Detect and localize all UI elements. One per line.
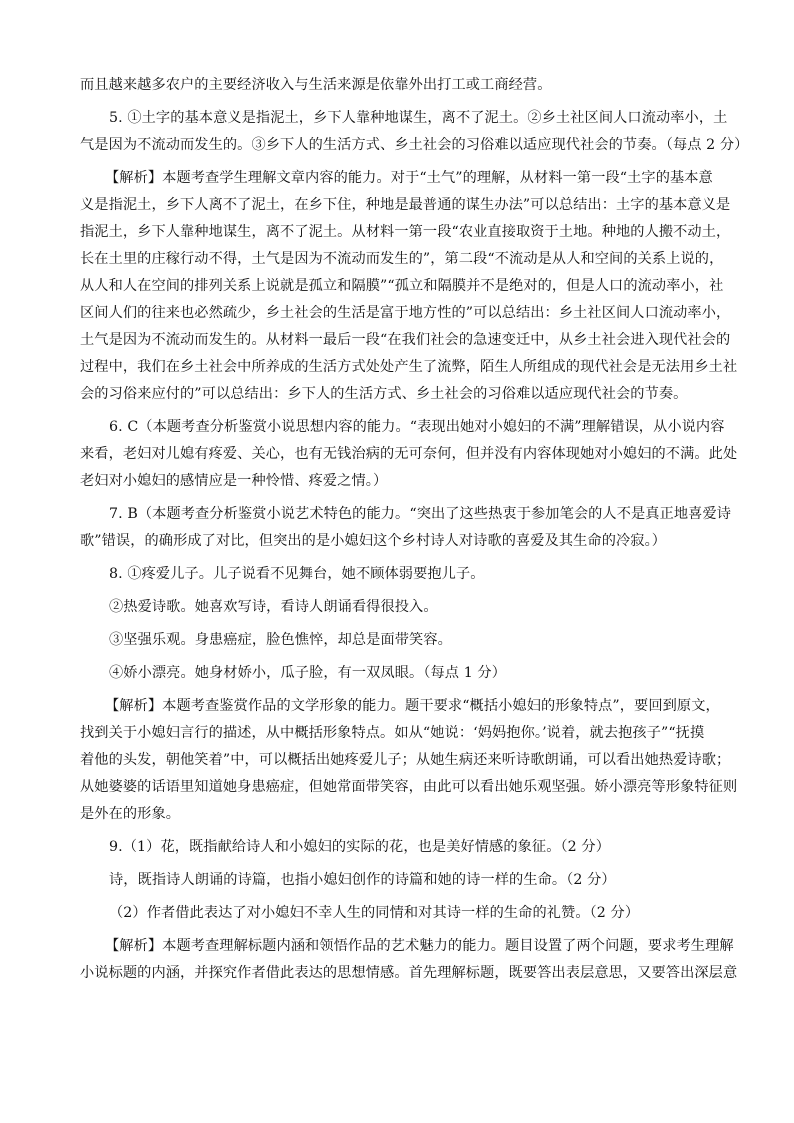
text-line: 来看，老妇对儿媳有疼爱、关心，也有无钱治病的无可奈何，但并没有内容体现她对小媳妇的不满。此处 [80, 446, 738, 462]
text-line: 6. C（本题考查分析鉴赏小说思想内容的能力。“表现出她对小媳妇的不满”理解错误，从小说内容 [109, 419, 725, 435]
text-line: 指泥土，乡下人靠种地谋生，离不了泥土。从材料一第一段“农业直接取资于土地。种地的人搬不动土， [80, 224, 731, 240]
answer-text-body [80, 72, 749, 987]
text-line: 【解析】本题考查理解标题内涵和领悟作品的艺术魅力的能力。题目设置了两个问题，要求考生理解 [105, 938, 734, 954]
text-line: 从她婆婆的话语里知道她身患癌症，但她常面带笑容，由此可以看出她乐观坚强。娇小漂亮等形象特征则 [80, 779, 738, 795]
text-line: 歌”错误，的确形成了对比，但突出的是小媳妇这个乡村诗人对诗歌的喜爱及其生命的冷寂。） [80, 533, 667, 549]
text-line: 而且越来越多农户的主要经济收入与生活来源是依靠外出打工或工商经营。 [80, 77, 552, 93]
text-line: 从人和人在空间的排列关系上说就是孤立和隔膜”“孤立和隔膜并不是绝对的，但是人口的流动率小，社 [80, 278, 724, 294]
text-line: 义是指泥土，乡下人离不了泥土，在乡下住，种地是最普通的谋生办法”可以总结出：土字的基本意义是 [80, 197, 731, 213]
text-line: 找到关于小媳妇言行的描述，从中概括形象特点。如从“她说：‘妈妈抱你。’说着，就去抱孩子”“抚摸 [80, 725, 705, 741]
text-line: 长在土里的庄稼行动不得，土气是因为不流动而发生的”，第二段“不流动是从人和空间的关系上说的， [80, 251, 724, 267]
text-line: 【解析】本题考查学生理解文章内容的能力。对于“土气”的理解，从材料一第一段“土字的基本意 [105, 170, 713, 186]
text-line: 7. B（本题考查分析鉴赏小说艺术特色的能力。“突出了这些热衷于参加笔会的人不是真正地喜爱诗 [109, 506, 732, 522]
text-line: ②热爱诗歌。她喜欢写诗，看诗人朗诵看得很投入。 [109, 599, 438, 615]
text-line: （2）作者借此表达了对小媳妇不幸人生的同情和对其诗一样的生命的礼赞。（2 分） [109, 905, 640, 921]
text-line: ③坚强乐观。身患癌症，脸色憔悴，却总是面带笑容。 [109, 632, 452, 648]
text-line: 气是因为不流动而发生的。③乡下人的生活方式、乡土社会的习俗难以适应现代社会的节奏。（每点 2 分） [80, 137, 749, 153]
text-line: 老妇对小媳妇的感情应是一种怜惜、疼爱之情。） [80, 473, 388, 489]
text-line: 是外在的形象。 [80, 806, 181, 822]
text-line: 土气是因为不流动而发生的。从材料一最后一段“在我们社会的急速变迁中，从乡土社会进入现代社会的 [80, 332, 731, 348]
text-line: 过程中，我们在乡土社会中所养成的生活方式处处产生了流弊，陌生人所组成的现代社会是无法用乡土社 [80, 359, 738, 375]
text-line: 5. ①土字的基本意义是指泥土，乡下人靠种地谋生，离不了泥土。②乡土社区间人口流动率小，土 [109, 110, 728, 126]
text-line: 小说标题的内涵，并探究作者借此表达的思想情感。首先理解标题，既要答出表层意思，又要答出深层意 [80, 965, 738, 981]
text-line: 区间人们的往来也必然疏少，乡土社会的生活是富于地方性的”可以总结出：乡土社区间人口流动率小， [80, 305, 731, 321]
text-line: 8. ①疼爱儿子。儿子说看不见舞台，她不顾体弱要抱儿子。 [109, 566, 485, 582]
text-line: 诗，既指诗人朗诵的诗篇，也指小媳妇创作的诗篇和她的诗一样的生命。（2 分） [109, 872, 616, 888]
text-line: 9.（1）花，既指献给诗人和小媳妇的实际的花，也是美好情感的象征。（2 分） [109, 839, 610, 855]
text-line: 【解析】本题考查鉴赏作品的文学形象的能力。题干要求“概括小媳妇的形象特点”，要回到原文， [105, 698, 720, 714]
text-line: 着他的头发，朝他笑着”中，可以概括出她疼爱儿子；从她生病还来听诗歌朗诵，可以看出她热爱诗歌； [80, 752, 731, 768]
text-line: 会的习俗来应付的”可以总结出：乡下人的生活方式、乡土社会的习俗难以适应现代社会的节奏。 [80, 386, 688, 402]
text-line: ④娇小漂亮。她身材娇小，瓜子脸，有一双凤眼。（每点 1 分） [109, 665, 507, 681]
